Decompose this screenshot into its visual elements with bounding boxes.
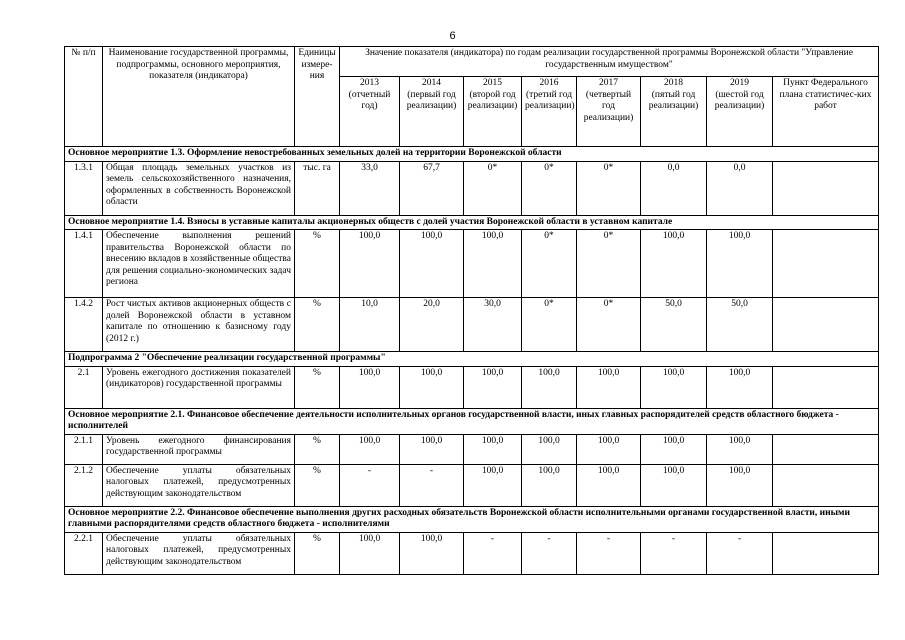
section-row: Основное мероприятие 1.3. Оформление невостребованных земельных долей на территории Воронежской области	[65, 147, 879, 162]
header-year: 2015 (второй год реализации)	[464, 77, 522, 147]
indicators-table	[64, 46, 879, 575]
table-row: 1.4.1 Обеспечение выполнения решений правительства Воронежской области по внесению вкладов в хозяйственные общества для решения социально-экономических задач региона % 100,0 100,0 100,0 0* 0* 100,0 100,0	[65, 230, 879, 298]
header-year: 2019 (шестой год реализации)	[707, 77, 773, 147]
header-year: 2014 (первый год реализации)	[400, 77, 464, 147]
table-row: 2.1 Уровень ежегодного достижения показателей (индикаторов) государственной программы % 100,0 100,0 100,0 100,0 100,0 100,0 100,0	[65, 366, 879, 408]
table-row: 2.1.1 Уровень ежегодного финансирования государственной программы % 100,0 100,0 100,0 100,0 100,0 100,0 100,0	[65, 434, 879, 464]
table-row: 1.3.1 Общая площадь земельных участков из земель сельскохозяйственного назначения, оформленных в собственность Воронежской области тыс. га 33,0 67,7 0* 0* 0* 0,0 0,0	[65, 161, 879, 215]
section-row: Основное мероприятие 2.2. Финансовое обеспечение выполнения других расходных обязательств Воронежской области исполнительными органами государственной власти, иными главными распорядителями средств областного бюджета - исполнителями	[65, 506, 879, 532]
header-values: Значение показателя (индикатора) по годам реализации государственной программы Воронежской области "Управление государственным имуществом"	[340, 47, 879, 77]
page-number: 6	[449, 30, 456, 42]
header-last: Пункт Федерального плана статистичес-ких работ	[773, 77, 879, 147]
header-row-top	[65, 47, 879, 77]
header-year: 2016 (третий год реализации)	[522, 77, 577, 147]
table-row: 2.1.2 Обеспечение уплаты обязательных налоговых платежей, предусмотренных действующим законодательством % - - 100,0 100,0 100,0 100,0 100,0	[65, 464, 879, 506]
header-num: № п/п	[65, 47, 103, 147]
section-row: Основное мероприятие 1.4. Взносы в уставные капиталы акционерных обществ с долей участия Воронежской области в уставном капитале	[65, 215, 879, 230]
header-year: 2017 (четвертый год реализации)	[577, 77, 641, 147]
table-row: 2.2.1 Обеспечение уплаты обязательных налоговых платежей, предусмотренных действующим законодательством % 100,0 100,0 - - - - -	[65, 532, 879, 574]
table-row: 1.4.2 Рост чистых активов акционерных обществ с долей Воронежской области в уставном капитале по отношению к базисному году (2012 г.) % 10,0 20,0 30,0 0* 0* 50,0 50,0	[65, 298, 879, 352]
header-units: Единицы измере-ния	[295, 47, 340, 147]
header-name: Наименование государственной программы, подпрограммы, основного мероприятия, показателя (индикатора)	[103, 47, 295, 147]
section-row: Подпрограмма 2 "Обеспечение реализации государственной программы"	[65, 352, 879, 367]
header-year: 2018 (пятый год реализации)	[641, 77, 707, 147]
section-row: Основное мероприятие 2.1. Финансовое обеспечение деятельности исполнительных органов государственной власти, иных главных распорядителей средств областного бюджета - исполнителей	[65, 408, 879, 434]
header-year: 2013 (отчетный год)	[340, 77, 400, 147]
